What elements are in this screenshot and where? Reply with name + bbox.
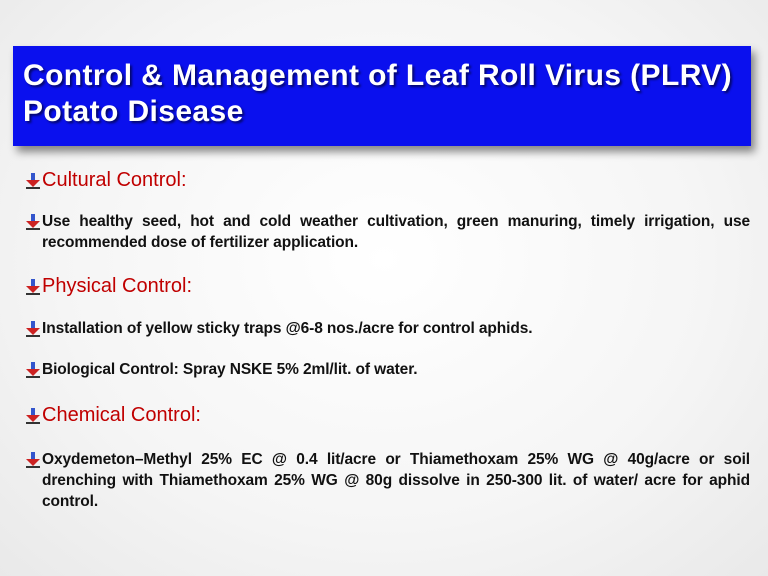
heading-label: Cultural Control: [42,169,187,191]
chemical-control-item [26,449,750,512]
item-text: Use healthy seed, hot and cold weather cultivation, green manuring, timely irrigation, use recommended dose of fertilizer application. [42,213,750,251]
arrow-down-bullet-icon [26,362,40,378]
physical-control-heading [26,274,750,298]
arrow-down-bullet-icon [26,173,40,189]
page-title: Control & Management of Leaf Roll Virus (PLRV) Potato Disease [23,59,733,128]
item-text: Biological Control: Spray NSKE 5% 2ml/lit. of water. [42,361,418,378]
arrow-down-bullet-icon [26,321,40,337]
biological-control-item [26,359,750,380]
chemical-control-heading [26,403,750,427]
arrow-down-bullet-icon [26,452,40,468]
arrow-down-bullet-icon [26,279,40,295]
cultural-control-item [26,211,750,253]
arrow-down-bullet-icon [26,408,40,424]
title-banner [13,46,751,146]
item-text: Oxydemeton–Methyl 25% EC @ 0.4 lit/acre or Thiamethoxam 25% WG @ 40g/acre or soil drenching with Thiamethoxam 25% WG @ 80g dissolve in 250-300 lit. of water/ acre for aphid control. [42,451,750,510]
cultural-control-heading [26,168,750,192]
item-text: Installation of yellow sticky traps @6-8 nos./acre for control aphids. [42,320,533,337]
physical-control-item [26,318,750,339]
heading-label: Physical Control: [42,275,193,297]
arrow-down-bullet-icon [26,214,40,230]
heading-label: Chemical Control: [42,404,201,426]
